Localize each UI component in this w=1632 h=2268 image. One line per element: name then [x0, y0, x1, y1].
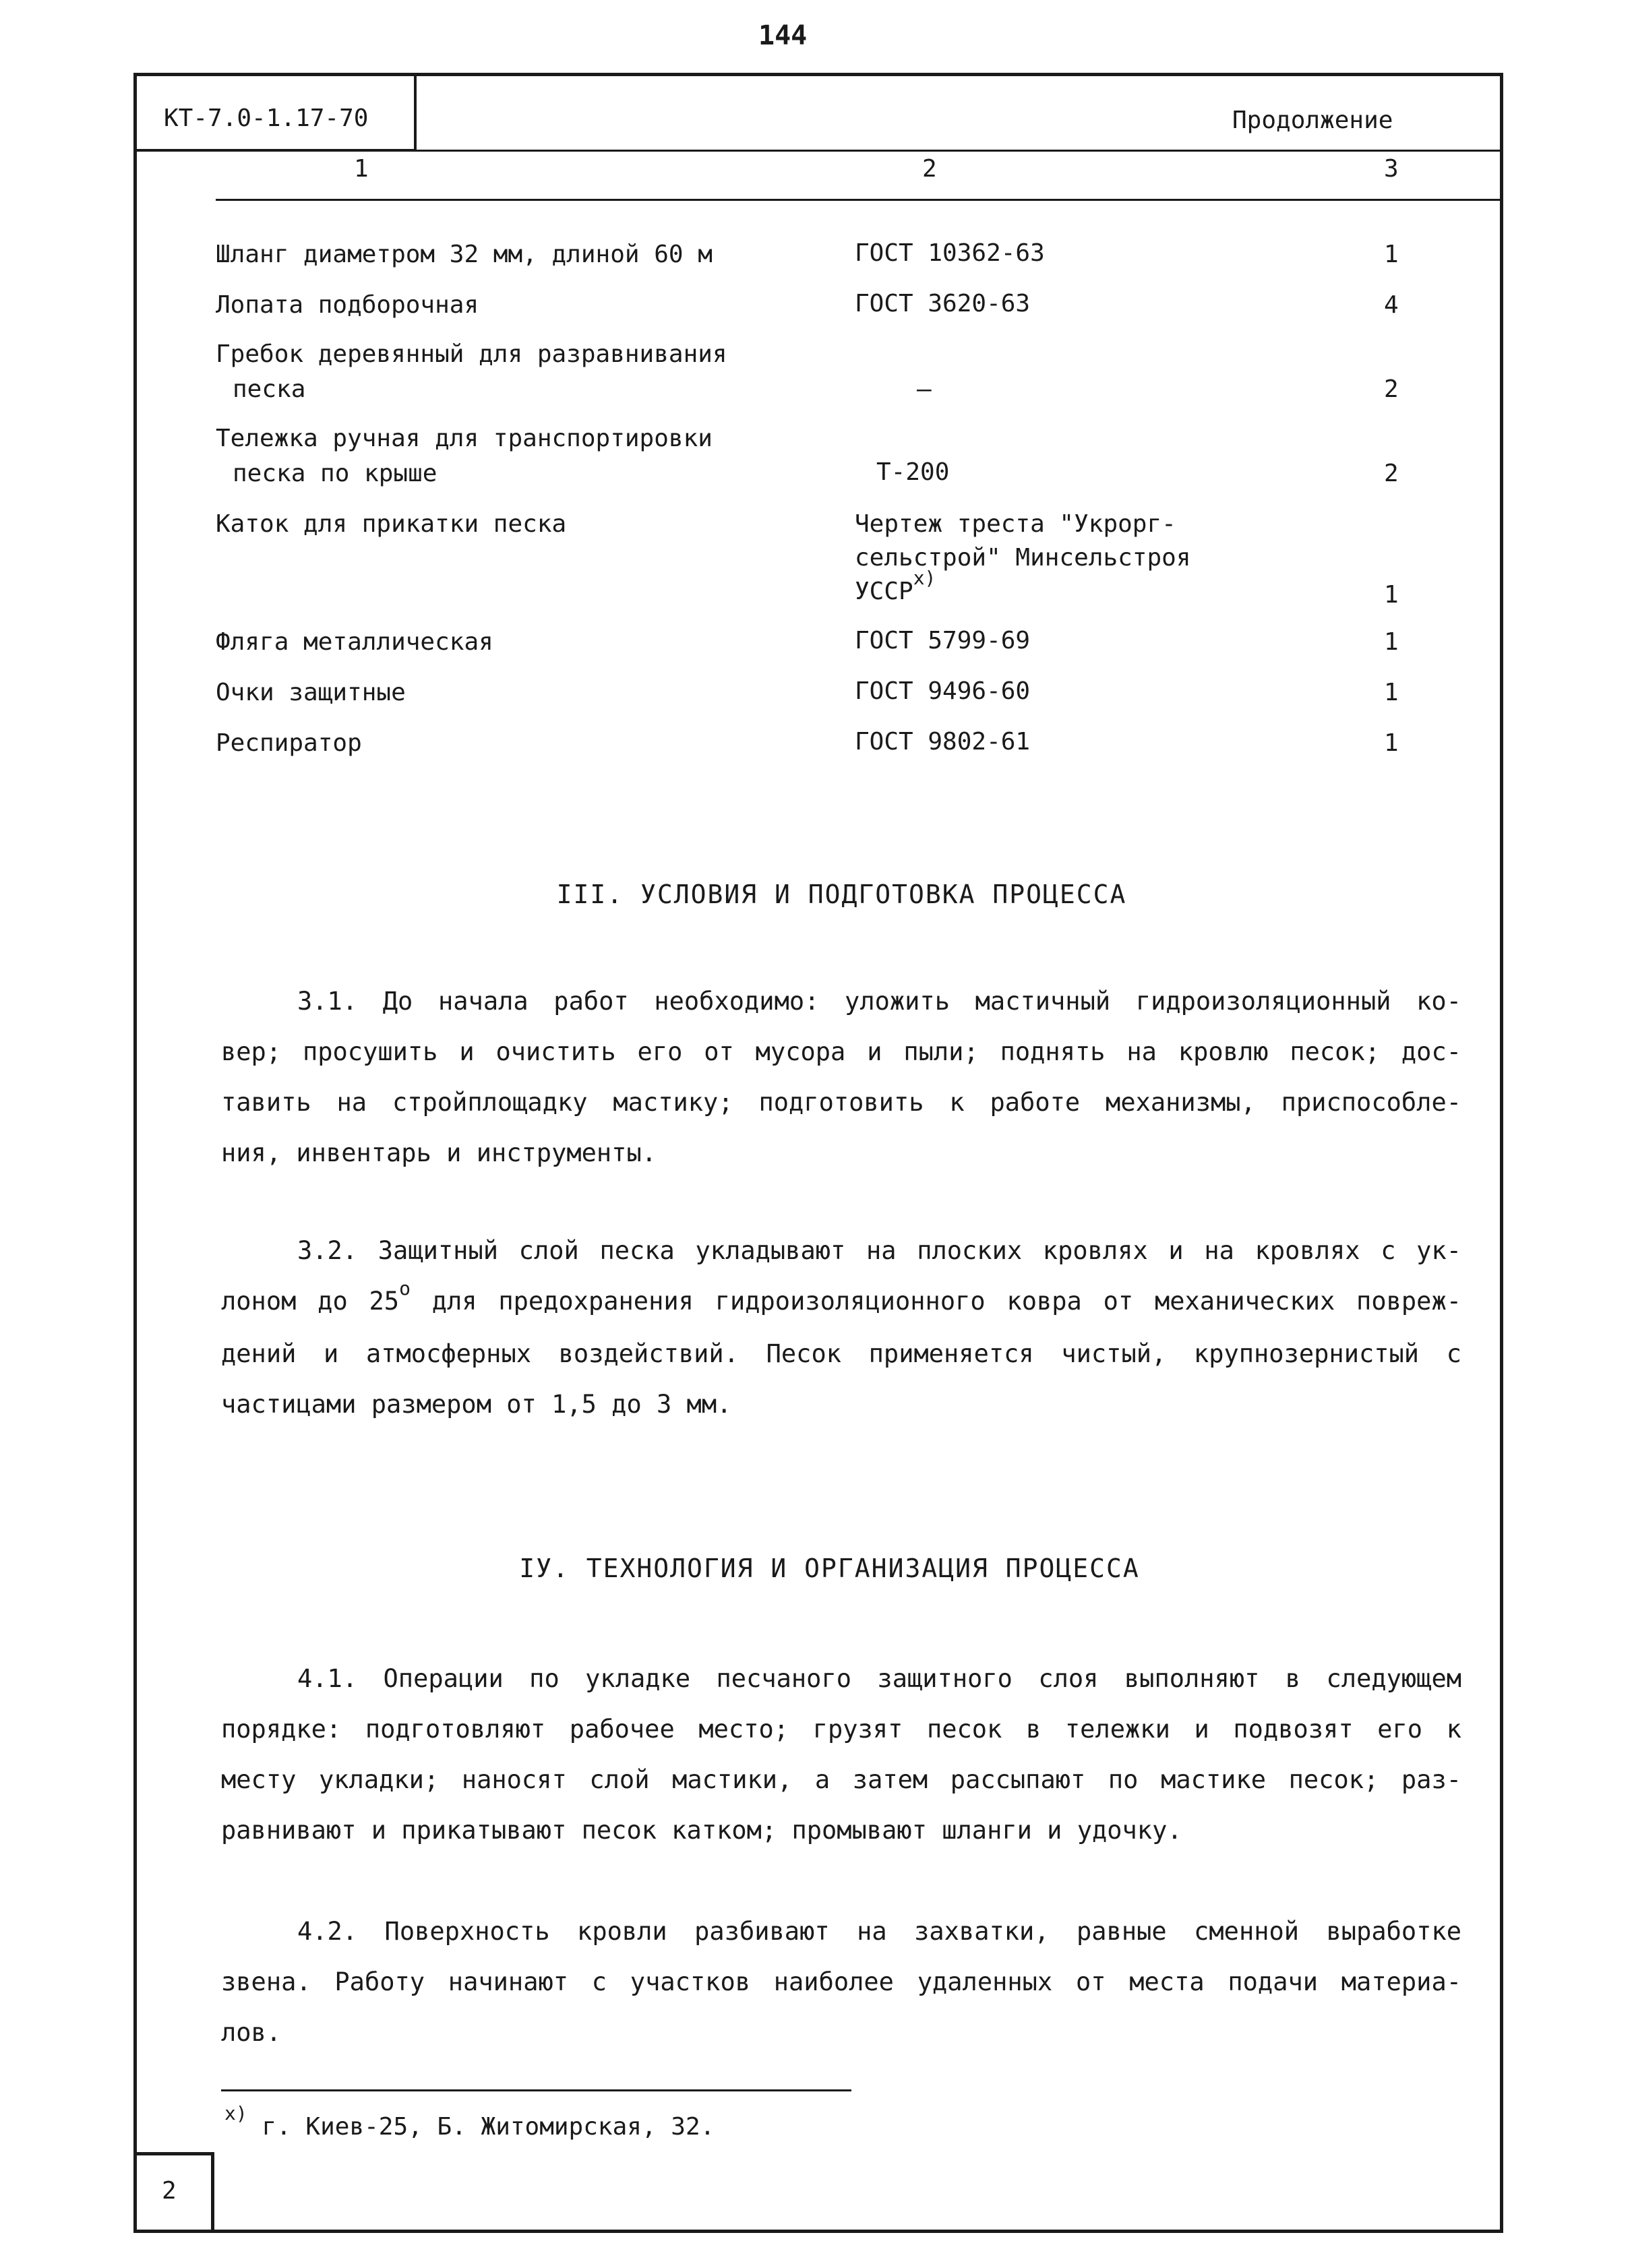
- paragraph-line: 3.1. До начала работ необходимо: уложить мастичный гидроизоляционный ко-: [297, 987, 1461, 1016]
- table-row-doc: ГОСТ 5799-69: [855, 627, 1031, 654]
- table-row-doc: ГОСТ 3620-63: [855, 290, 1031, 317]
- table-row-doc: Т-200: [876, 458, 950, 486]
- table-row-name: Фляга металлическая: [216, 628, 493, 656]
- paragraph-line: звена. Работу начинают с участков наиболее удаленных от места подачи материа-: [221, 1967, 1461, 1996]
- paragraph-line: месту укладки; наносят слой мастики, а затем рассыпают по мастике песок; раз-: [221, 1765, 1461, 1794]
- section-3-heading: III. УСЛОВИЯ И ПОДГОТОВКА ПРОЦЕССА: [556, 880, 1127, 909]
- table-row-qty: 1: [1384, 241, 1399, 268]
- footnote: [224, 2102, 715, 2141]
- table-row-doc: ГОСТ 9802-61: [855, 728, 1031, 756]
- table-row-name-cont: песка по крыше: [233, 460, 437, 487]
- page-number: 144: [758, 20, 808, 51]
- paragraph-line: частицами размером от 1,5 до 3 мм.: [221, 1390, 732, 1419]
- table-row-doc-cont: [855, 567, 936, 605]
- header-bottom-line: [216, 199, 1502, 201]
- paragraph-4-2: [221, 1906, 1461, 2058]
- table-row-name: Очки защитные: [216, 679, 406, 706]
- paragraph-line: ния, инвентарь и инструменты.: [221, 1138, 657, 1167]
- footnote-mark: x): [913, 567, 936, 589]
- paragraph-line: 3.2. Защитный слой песка укладывают на плоских кровлях и на кровлях с ук-: [297, 1236, 1461, 1265]
- degree-mark: о: [399, 1277, 411, 1299]
- footnote-text: г. Киев-25, Б. Житомирская, 32.: [262, 2113, 715, 2141]
- footnote-mark: x): [224, 2102, 247, 2124]
- paragraph-3-2: [221, 1225, 1461, 1430]
- paragraph-line: тавить на стройплощадку мастику; подготовить к работе механизмы, приспособле-: [221, 1088, 1461, 1117]
- paragraph-line-with-degree: [221, 1276, 1461, 1328]
- paragraph-4-1: [221, 1653, 1461, 1856]
- column-header-3: 3: [1384, 155, 1399, 183]
- corner-number: 2: [162, 2177, 177, 2205]
- section-4-heading: IУ. ТЕХНОЛОГИЯ И ОРГАНИЗАЦИЯ ПРОЦЕССА: [519, 1554, 1140, 1583]
- table-row-qty: 4: [1384, 291, 1399, 319]
- footnote-separator: [221, 2089, 851, 2091]
- column-header-1: 1: [354, 155, 369, 183]
- paragraph-line: равнивают и прикатывают песок катком; промывают шланги и удочку.: [221, 1816, 1182, 1845]
- table-row-name: Каток для прикатки песка: [216, 510, 567, 538]
- table-row-name: Тележка ручная для транспортировки: [216, 425, 713, 452]
- table-row-doc: ГОСТ 10362-63: [855, 239, 1045, 267]
- code-box-divider: [414, 73, 417, 152]
- paragraph-line-start: лоном до 25: [221, 1287, 400, 1316]
- table-row-name: Лопата подборочная: [216, 291, 479, 319]
- header-top-line: [414, 150, 1502, 152]
- paragraph-line: лов.: [221, 2018, 282, 2047]
- table-row-name: Гребок деревянный для разравнивания: [216, 340, 727, 368]
- table-row-name: Респиратор: [216, 729, 362, 757]
- code-box-bottom: [133, 149, 417, 152]
- table-row-doc-cont: сельстрой" Минсельстроя: [855, 544, 1191, 572]
- paragraph-3-1: [221, 976, 1461, 1178]
- paragraph-line: 4.1. Операции по укладке песчаного защитного слоя выполняют в следующем: [297, 1664, 1461, 1693]
- column-header-2: 2: [922, 155, 937, 183]
- table-row-qty: 1: [1384, 628, 1399, 656]
- table-row-doc-last: УССР: [855, 578, 913, 605]
- table-row-doc: ГОСТ 9496-60: [855, 677, 1031, 705]
- table-row-doc: –: [917, 375, 932, 403]
- paragraph-line: вер; просушить и очистить его от мусора и пыли; поднять на кровлю песок; дос-: [221, 1037, 1461, 1066]
- paragraph-line: 4.2. Поверхность кровли разбивают на захватки, равные сменной выработке: [297, 1917, 1461, 1946]
- continuation-label: Продолжение: [1232, 106, 1393, 134]
- table-row-qty: 1: [1384, 581, 1399, 609]
- table-row-doc: Чертеж треста "Укрорг-: [855, 510, 1176, 538]
- table-row-name-cont: песка: [233, 375, 306, 403]
- paragraph-line-rest: для предохранения гидроизоляционного ковра от механических повреж-: [410, 1287, 1461, 1316]
- table-row-name: Шланг диаметром 32 мм, длиной 60 м: [216, 241, 713, 268]
- table-row-qty: 1: [1384, 679, 1399, 706]
- document-code: КТ-7.0-1.17-70: [164, 104, 369, 132]
- table-row-qty: 2: [1384, 375, 1399, 403]
- paragraph-line: порядке: подготовляют рабочее место; грузят песок в тележки и подвозят его к: [221, 1715, 1461, 1744]
- table-row-qty: 1: [1384, 729, 1399, 757]
- paragraph-line: дений и атмосферных воздействий. Песок применяется чистый, крупнозернистый с: [221, 1339, 1461, 1368]
- table-row-qty: 2: [1384, 460, 1399, 487]
